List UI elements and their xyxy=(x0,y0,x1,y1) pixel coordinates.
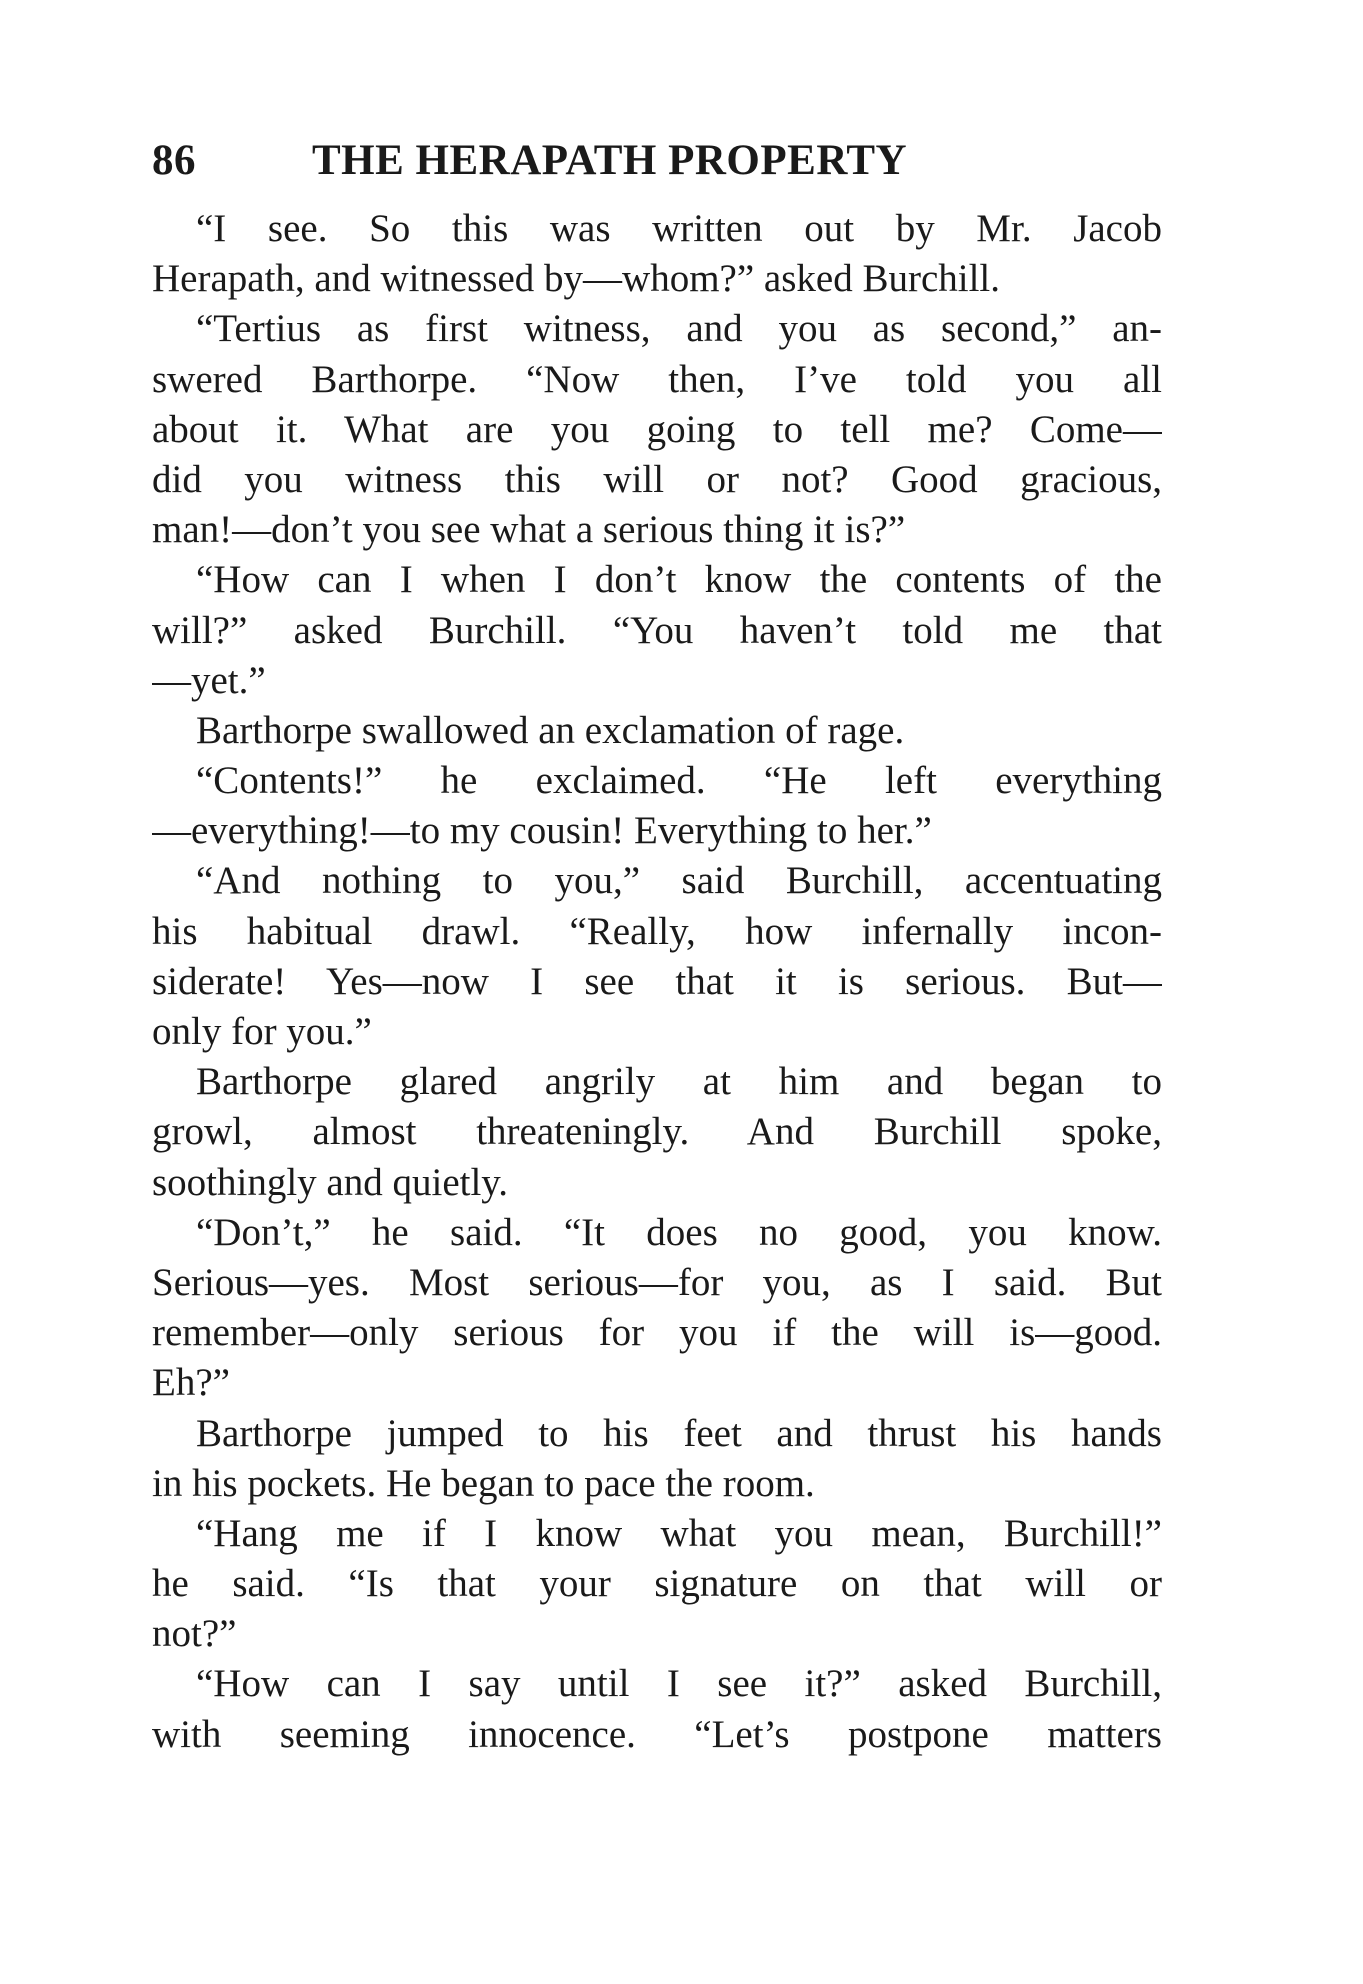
text-line: Barthorpe swallowed an exclamation of rage. xyxy=(196,708,905,752)
text-line: his habitual drawl. “Really, how infernally incon- xyxy=(152,909,1162,953)
text-line: “I see. So this was written out by Mr. Jacob xyxy=(196,207,1162,250)
text-line: —yet.” xyxy=(152,658,266,702)
text-line: about it. What are you going to tell me? Come— xyxy=(152,407,1162,451)
text-line: —everything!—to my cousin! Everything to her.” xyxy=(152,809,932,853)
text-line: remember—only serious for you if the will is—good. xyxy=(152,1311,1162,1355)
text-line: soothingly and quietly. xyxy=(152,1160,509,1204)
text-line: “How can I say until I see it?” asked Burchill, xyxy=(196,1662,1162,1706)
running-title: THE HERAPATH PROPERTY xyxy=(312,137,908,184)
text-line: man!—don’t you see what a serious thing it is?” xyxy=(152,508,906,552)
text-line: Herapath, and witnessed by—whom?” asked Burchill. xyxy=(152,257,1001,301)
text-line: “Don’t,” he said. “It does no good, you know. xyxy=(196,1210,1162,1254)
body-text xyxy=(152,204,1162,1760)
text-line: only for you.” xyxy=(152,1010,372,1053)
text-line: “Hang me if I know what you mean, Burchill!” xyxy=(196,1511,1162,1555)
page-number: 86 xyxy=(152,137,196,184)
text-line: “Contents!” he exclaimed. “He left everything xyxy=(196,759,1162,803)
text-line: not?” xyxy=(152,1612,237,1656)
text-line: swered Barthorpe. “Now then, I’ve told you all xyxy=(152,357,1162,401)
text-line: “Tertius as first witness, and you as second,” an- xyxy=(196,307,1162,351)
text-line: Barthorpe jumped to his feet and thrust his hands xyxy=(196,1411,1162,1455)
text-line: Serious—yes. Most serious—for you, as I said. But xyxy=(152,1260,1162,1304)
text-line: “How can I when I don’t know the contents of the xyxy=(196,558,1162,602)
text-line: “And nothing to you,” said Burchill, accentuating xyxy=(196,859,1162,903)
text-line: will?” asked Burchill. “You haven’t told me that xyxy=(152,608,1162,652)
text-line: he said. “Is that your signature on that will or xyxy=(152,1562,1162,1606)
text-line: Barthorpe glared angrily at him and began to xyxy=(196,1060,1162,1104)
text-line: with seeming innocence. “Let’s postpone matters xyxy=(152,1712,1162,1756)
text-line: did you witness this will or not? Good gracious, xyxy=(152,457,1162,501)
text-line: siderate! Yes—now I see that it is serious. But— xyxy=(152,959,1162,1003)
text-line: growl, almost threateningly. And Burchill spoke, xyxy=(152,1110,1162,1154)
text-line: in his pockets. He began to pace the room. xyxy=(152,1461,815,1505)
text-line: Eh?” xyxy=(152,1361,230,1405)
running-header xyxy=(152,136,1162,196)
